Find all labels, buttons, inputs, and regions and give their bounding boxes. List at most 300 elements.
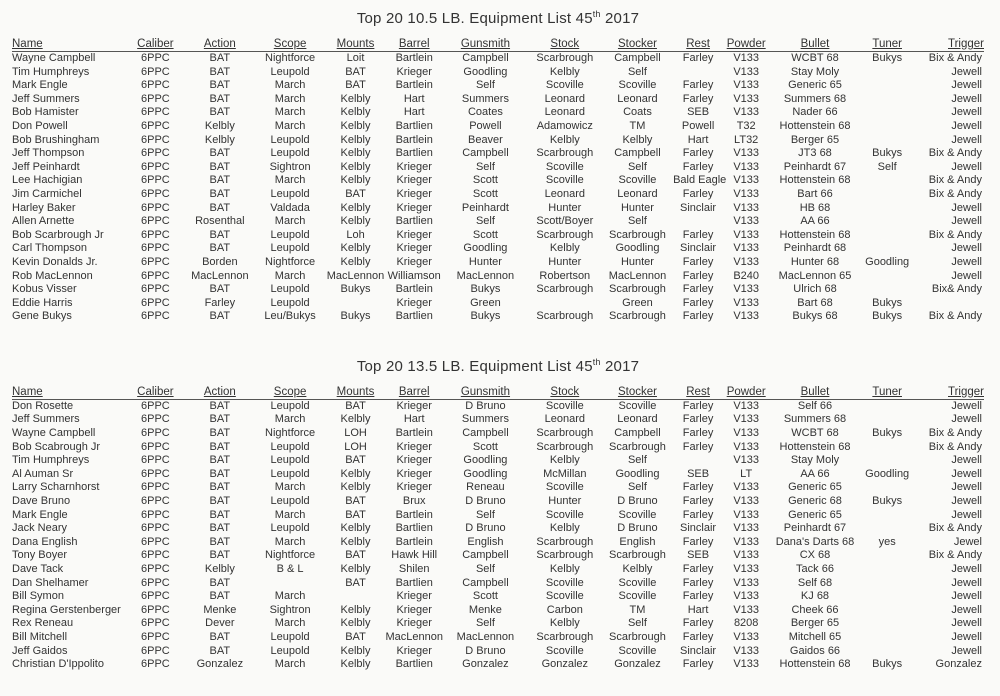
table-cell: HB 68	[799, 201, 831, 214]
table-cell: Scoville	[545, 79, 584, 92]
table-cell: Bob Scarbrough Jr	[12, 228, 104, 241]
table-cell: V133	[733, 201, 760, 214]
table-cell: Jewell	[951, 92, 982, 105]
equipment-table-10-5lb	[12, 38, 984, 324]
table-cell: Self	[475, 215, 495, 228]
table-cell	[861, 93, 914, 107]
table-cell: Scott	[472, 590, 498, 603]
table-cell	[861, 188, 914, 202]
table-cell: Scoville	[545, 644, 584, 657]
table-row	[12, 174, 984, 188]
table-cell: Kelbly	[549, 65, 580, 78]
table-cell: Nightforce	[265, 427, 316, 440]
table-cell: Loh	[346, 228, 365, 241]
table-cell: Bartlien	[395, 576, 433, 589]
table-cell: Allen Arnette	[12, 215, 75, 228]
table-cell: V133	[733, 399, 760, 412]
table-cell	[861, 454, 914, 468]
table-cell: Scott	[472, 228, 498, 241]
table-cell: 6PPC	[141, 549, 170, 562]
table-cell: V133	[733, 644, 760, 657]
table-cell: Farley	[682, 52, 714, 64]
table-cell: Bukys	[340, 310, 371, 323]
table-cell: Jack Neary	[12, 522, 68, 535]
table-cell: Farley	[682, 296, 714, 309]
table-cell: Mark Engle	[12, 508, 68, 521]
table-cell: Summers	[461, 92, 509, 105]
table-cell: Bill Mitchell	[12, 630, 68, 643]
table-cell: Scoville	[545, 576, 584, 589]
table-cell: Scarbrough	[536, 427, 594, 440]
table-cell: March	[274, 535, 306, 548]
table-cell: Jeff Summers	[12, 92, 80, 105]
table-cell: Self	[475, 160, 495, 173]
table-cell: Christian D'Ippolito	[12, 658, 104, 671]
table-cell: V133	[733, 522, 760, 535]
table-cell: BAT	[209, 535, 231, 548]
table-cell: V133	[733, 495, 760, 508]
table-cell: V133	[733, 79, 760, 92]
table-cell: TM	[629, 119, 646, 132]
table-cell: Kelbly	[549, 242, 580, 255]
table-cell: Jeff Summers	[12, 413, 80, 426]
table-cell: March	[274, 617, 306, 630]
table-cell: yes	[878, 535, 896, 548]
table-cell	[861, 645, 914, 659]
table-cell: 6PPC	[141, 52, 170, 64]
table-cell: Leupold	[270, 187, 310, 200]
table-cell	[861, 270, 914, 284]
table-cell: Kobus Visser	[12, 283, 77, 296]
table-cell: V133	[733, 255, 760, 268]
table-cell: 6PPC	[141, 201, 170, 214]
table-cell: Leonard	[544, 92, 585, 105]
table-cell: Kelbly	[340, 106, 371, 119]
table-cell	[861, 66, 914, 80]
table-cell: Farley	[682, 508, 714, 521]
table-cell: Krieger	[396, 201, 432, 214]
table-cell: Scarbrough	[609, 440, 666, 453]
table-cell: BAT	[209, 283, 231, 296]
table-cell	[861, 577, 914, 591]
table-cell: Sightron	[269, 603, 311, 616]
table-cell: Jewell	[951, 215, 982, 228]
table-cell: Scoville	[545, 590, 584, 603]
table-cell	[861, 413, 914, 427]
table-cell: March	[274, 174, 306, 187]
table-cell: Bix & Andy	[928, 187, 982, 200]
table-cell: D Bruno	[465, 399, 506, 412]
table-row	[12, 481, 984, 495]
table-cell: 6PPC	[141, 481, 170, 494]
table-cell: Goodling	[865, 467, 910, 480]
table-cell: Krieger	[396, 617, 432, 630]
table-cell: Bob Hamister	[12, 106, 79, 119]
table-cell: Scarbrough	[536, 52, 594, 64]
table-cell: Reneau	[466, 481, 505, 494]
table-row	[12, 106, 984, 120]
table-cell: V133	[733, 508, 760, 521]
table-cell: Bukys 68	[792, 310, 838, 323]
table-cell: Dave Tack	[12, 563, 64, 575]
table-cell: BAT	[345, 454, 366, 467]
column-header-powder: Powder	[723, 386, 769, 400]
table-cell: 6PPC	[141, 269, 170, 282]
table-cell: Berger 65	[790, 133, 840, 146]
table-cell: Kelbly	[340, 242, 371, 255]
table-cell: March	[274, 481, 306, 494]
table-cell: 6PPC	[141, 495, 170, 508]
column-header-stocker: Stocker	[602, 386, 673, 400]
table-cell: Jewell	[951, 603, 982, 616]
table-cell: Bukys	[872, 296, 903, 309]
table-cell: MacLennon	[385, 630, 443, 643]
table-cell: V133	[733, 296, 760, 309]
table-cell: Goodling	[463, 65, 508, 78]
column-header-tuner: Tuner	[861, 38, 914, 52]
table-row	[12, 563, 984, 577]
table-cell: Kelbly	[549, 133, 580, 146]
table-title-10-5lb	[12, 0, 984, 27]
column-header-tuner: Tuner	[861, 386, 914, 400]
table-cell: Carl Thompson	[12, 242, 87, 255]
table-cell: Scoville	[618, 79, 657, 92]
table-row	[12, 66, 984, 80]
table-cell: V133	[733, 174, 760, 187]
table-cell	[861, 399, 914, 413]
table-cell: Leupold	[270, 133, 310, 146]
table-cell: Scarbrough	[536, 630, 594, 643]
table-cell: Jeff Thompson	[12, 147, 85, 160]
table-cell: Campbell	[462, 52, 509, 64]
table-row	[12, 604, 984, 618]
table-cell: Farley	[682, 535, 714, 548]
column-header-caliber: Caliber	[126, 386, 186, 400]
table-cell: Kelbly	[622, 563, 653, 575]
table-cell: Williamson	[387, 269, 441, 282]
table-cell: Menke	[468, 603, 502, 616]
column-header-gunsmith: Gunsmith	[443, 38, 528, 52]
table-cell: Bartlein	[395, 535, 433, 548]
table-cell: Goodling	[615, 467, 660, 480]
table-cell: Farley	[682, 576, 714, 589]
table-row	[12, 188, 984, 202]
table-cell	[673, 454, 723, 468]
column-header-trigger: Trigger	[914, 386, 984, 400]
table-cell	[861, 79, 914, 93]
table-cell: Self	[627, 215, 647, 228]
equipment-list-section-10-5lb	[0, 0, 1000, 324]
table-cell: BAT	[345, 187, 366, 200]
table-cell: V133	[733, 576, 760, 589]
table-cell: V133	[733, 590, 760, 603]
table-cell: March	[274, 508, 306, 521]
table-cell: March	[274, 413, 306, 426]
table-cell: Jewell	[951, 119, 982, 132]
table-cell: Jewell	[951, 630, 982, 643]
table-cell: Scoville	[618, 576, 657, 589]
table-cell: Jewell	[951, 242, 982, 255]
table-cell: Kelbly	[340, 644, 371, 657]
table-cell: Dan Shelhamer	[12, 576, 89, 589]
table-cell: Adamowicz	[536, 119, 593, 132]
table-cell: Self	[627, 617, 647, 630]
table-cell: Self 68	[797, 576, 833, 589]
table-cell: 6PPC	[141, 106, 170, 119]
table-cell: Bartlein	[395, 283, 433, 296]
table-cell	[861, 202, 914, 216]
table-cell: BAT	[209, 427, 231, 440]
table-cell: Bix & Andy	[928, 440, 982, 453]
table-cell: Scarbrough	[536, 310, 594, 323]
table-cell: Campbell	[614, 427, 661, 440]
table-cell: Tim Humphreys	[12, 65, 90, 78]
table-cell: Mitchell 65	[788, 630, 842, 643]
table-row	[12, 283, 984, 297]
table-cell: Jewell	[951, 201, 982, 214]
table-cell: 6PPC	[141, 255, 170, 268]
table-cell: Jewell	[951, 454, 982, 467]
table-cell: March	[274, 658, 306, 671]
column-header-mounts: Mounts	[326, 386, 386, 400]
column-header-bullet: Bullet	[769, 38, 860, 52]
table-cell: Sightron	[269, 160, 311, 173]
table-cell: Dana English	[12, 535, 78, 548]
table-cell: Campbell	[462, 576, 509, 589]
column-header-scope: Scope	[254, 386, 325, 400]
table-cell: Bob Scabrough Jr	[12, 440, 101, 453]
table-cell: Hart	[403, 106, 425, 119]
table-cell: V133	[733, 187, 760, 200]
table-cell: Kelbly	[340, 201, 371, 214]
table-cell: 6PPC	[141, 215, 170, 228]
table-cell: Scarbrough	[536, 228, 594, 241]
table-cell: Nightforce	[265, 52, 316, 64]
table-cell: Kelbly	[340, 603, 371, 616]
table-cell: 6PPC	[141, 563, 170, 575]
table-cell: Gaidos 66	[789, 644, 841, 657]
table-cell	[861, 604, 914, 618]
title-year: 2017	[600, 10, 640, 27]
table-cell: Kelbly	[340, 563, 371, 575]
column-header-barrel: Barrel	[385, 38, 443, 52]
table-cell: Berger 65	[790, 617, 840, 630]
table-row	[12, 93, 984, 107]
table-row	[12, 509, 984, 523]
table-cell: BAT	[345, 576, 366, 589]
table-cell: Kelbly	[340, 147, 371, 160]
table-cell: Bukys	[470, 283, 501, 296]
table-cell: Hottenstein 68	[779, 440, 851, 453]
table-row	[12, 229, 984, 243]
table-cell: Jim Carmichel	[12, 187, 82, 200]
table-cell: 6PPC	[141, 590, 170, 603]
table-cell: Gonzalez	[541, 658, 589, 671]
table-cell	[861, 106, 914, 120]
column-header-caliber: Caliber	[126, 38, 186, 52]
table-cell: Self 66	[797, 399, 833, 412]
table-cell: Kelbly	[340, 160, 371, 173]
table-cell: Kelbly	[340, 617, 371, 630]
table-cell: Cheek 66	[791, 603, 839, 616]
table-cell: BAT	[209, 576, 231, 589]
table-cell	[861, 242, 914, 256]
table-cell: B & L	[276, 563, 304, 575]
table-cell: 6PPC	[141, 617, 170, 630]
table-cell: Powell	[469, 119, 502, 132]
table-cell: Leupold	[270, 65, 310, 78]
table-cell: Campbell	[462, 147, 509, 160]
table-cell: Scoville	[545, 508, 584, 521]
table-cell: 6PPC	[141, 133, 170, 146]
table-cell: D Bruno	[465, 522, 506, 535]
table-cell	[861, 134, 914, 148]
table-cell: Krieger	[396, 242, 432, 255]
table-cell: Leonard	[617, 92, 658, 105]
table-cell: V133	[733, 603, 760, 616]
table-cell: Farley	[682, 590, 714, 603]
table-cell: BAT	[209, 201, 231, 214]
table-cell: Summers 68	[783, 413, 847, 426]
title-text: Top 20 10.5 LB. Equipment List 45	[356, 10, 593, 27]
table-cell: Robertson	[539, 269, 591, 282]
table-cell: BAT	[209, 495, 231, 508]
table-cell: Scarbrough	[536, 147, 594, 160]
table-cell: Farley	[682, 160, 714, 173]
table-cell: Jewell	[951, 644, 982, 657]
table-cell: Menke	[203, 603, 237, 616]
table-cell: Krieger	[396, 228, 432, 241]
table-cell: Kelbly	[549, 617, 580, 630]
table-cell: Gonzalez	[462, 658, 509, 671]
table-cell: Ulrich 68	[793, 283, 837, 296]
table-row	[12, 577, 984, 591]
table-cell: 6PPC	[141, 467, 170, 480]
table-cell	[861, 174, 914, 188]
table-cell: Leupold	[270, 296, 310, 309]
table-cell: Kelbly	[340, 174, 371, 187]
table-cell: Hunter	[548, 495, 582, 508]
table-cell: Goodling	[463, 242, 508, 255]
table-cell: WCBT 68	[791, 52, 839, 64]
table-cell: Jewell	[951, 590, 982, 603]
table-cell: Dana's Darts 68	[775, 535, 855, 548]
table-cell: BAT	[209, 413, 231, 426]
table-cell: Beaver	[467, 133, 503, 146]
table-row	[12, 215, 984, 229]
table-cell: MacLennon 65	[778, 269, 852, 282]
table-cell: Kelbly	[340, 522, 371, 535]
table-cell: March	[274, 106, 306, 119]
table-cell: Dave Bruno	[12, 495, 71, 508]
table-cell: 6PPC	[141, 79, 170, 92]
table-cell: LT	[740, 467, 753, 480]
table-cell: Scarbrough	[536, 440, 594, 453]
table-cell: Leonard	[544, 106, 585, 119]
table-cell: D Bruno	[617, 522, 658, 535]
table-cell: Lee Hachigian	[12, 174, 83, 187]
table-cell: BAT	[209, 242, 231, 255]
table-row	[12, 454, 984, 468]
table-row	[12, 441, 984, 455]
table-cell: 6PPC	[141, 399, 170, 412]
table-cell: Scoville	[618, 399, 657, 412]
table-row	[12, 256, 984, 270]
table-cell: Jeff Gaidos	[12, 644, 68, 657]
table-cell: McMillan	[543, 467, 587, 480]
table-cell: BAT	[209, 481, 231, 494]
table-cell: Leupold	[270, 147, 310, 160]
equipment-table-13-5lb	[12, 386, 984, 672]
table-cell: 6PPC	[141, 440, 170, 453]
title-superscript: th	[592, 9, 601, 19]
table-cell: Kelbly	[340, 119, 371, 132]
table-cell: Leonard	[617, 187, 658, 200]
table-row	[12, 242, 984, 256]
table-cell: Peinhardt 67	[783, 160, 847, 173]
table-cell: Campbell	[462, 549, 509, 562]
table-cell: Farley	[682, 481, 714, 494]
table-cell: Scoville	[618, 644, 657, 657]
table-row	[12, 310, 984, 324]
table-cell: Bartlien	[395, 658, 433, 671]
table-cell: Bartlien	[395, 147, 433, 160]
table-cell	[326, 297, 386, 311]
table-cell: Bob Brushingham	[12, 133, 100, 146]
table-cell: Bald Eagle	[673, 174, 727, 187]
table-cell: Green	[622, 296, 653, 309]
table-cell: Nader 66	[792, 106, 838, 119]
table-cell: Self	[877, 160, 897, 173]
table-cell: BAT	[345, 65, 366, 78]
table-row	[12, 427, 984, 441]
table-cell: Bix & Andy	[928, 174, 982, 187]
table-cell: 6PPC	[141, 427, 170, 440]
table-cell: Kelbly	[549, 454, 580, 467]
column-header-name: Name	[12, 38, 126, 52]
table-cell: Farley	[682, 92, 714, 105]
table-cell: Krieger	[396, 481, 432, 494]
table-cell: Scoville	[545, 399, 584, 412]
table-row	[12, 631, 984, 645]
table-cell: Kelbly	[340, 658, 371, 671]
table-cell: Gonzalez	[614, 658, 661, 671]
table-cell: Scoville	[618, 590, 657, 603]
table-cell: Bukys	[872, 147, 903, 160]
table-cell: V133	[733, 413, 760, 426]
table-cell: Bix & Andy	[928, 52, 982, 64]
table-cell: Self	[627, 454, 647, 467]
table-cell: LOH	[344, 440, 367, 453]
table-cell: Wayne Campbell	[12, 427, 96, 440]
table-cell: BAT	[209, 79, 231, 92]
table-cell: D Bruno	[465, 644, 506, 657]
column-header-rest: Rest	[673, 386, 723, 400]
table-row	[12, 590, 984, 604]
table-cell: Jeff Peinhardt	[12, 160, 80, 173]
table-cell: V133	[733, 563, 760, 575]
table-cell: Coates	[467, 106, 503, 119]
table-cell	[861, 617, 914, 631]
title-superscript: th	[592, 356, 601, 367]
table-cell: V133	[733, 147, 760, 160]
table-cell: Hart	[403, 413, 425, 426]
table-cell	[673, 66, 723, 80]
table-cell: BAT	[345, 508, 366, 521]
table-cell: Kelbly	[204, 563, 235, 575]
table-cell: Scarbrough	[536, 549, 594, 562]
table-row	[12, 297, 984, 311]
